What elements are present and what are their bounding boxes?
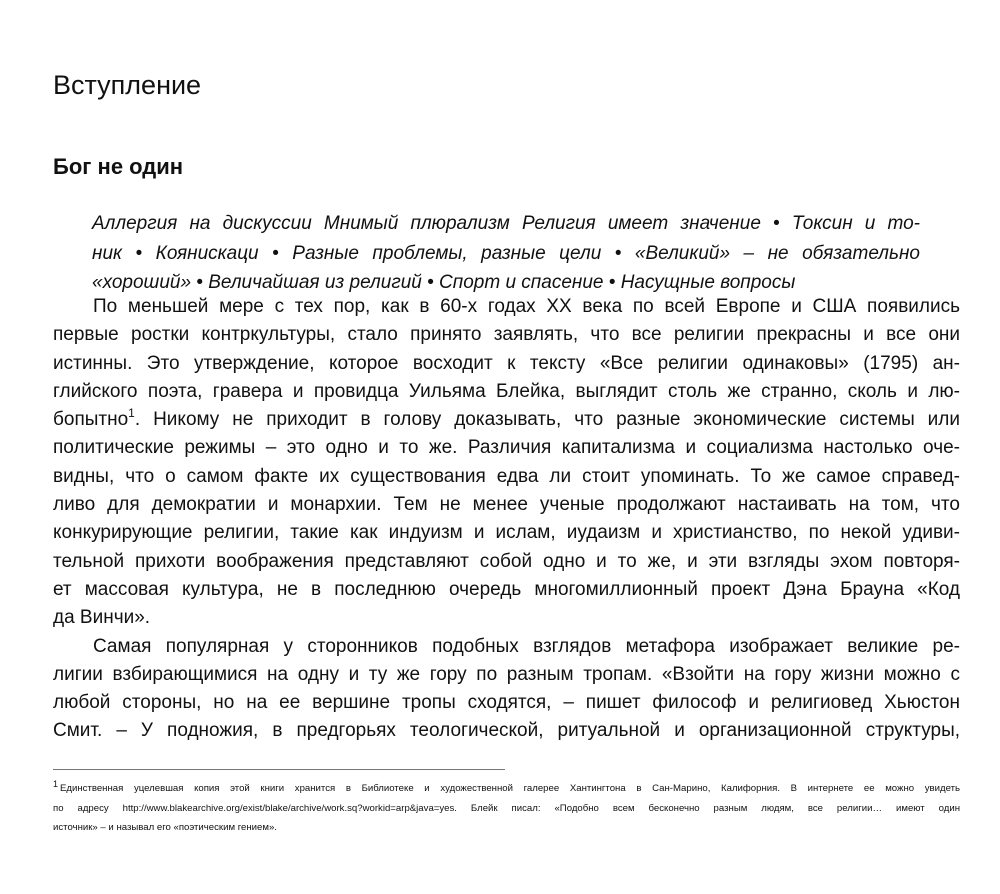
body-line	[53, 406, 960, 434]
body-line: Самая популярная у сторонников подобных взглядов метафора изображает великие ре-	[93, 635, 960, 657]
footnote-line: по адресу http://www.blakearchive.org/exist/blake/archive/work.sq?workid=arp&java=yes. Блейк писал: «Подобно всем бесконечно разным людям, все религии… имеют один	[53, 802, 960, 814]
epigraph-line: ник • Коянискаци • Разные проблемы, разные цели • «Великий» – не обязательно	[92, 242, 920, 264]
epigraph-line: Аллергия на дискуссии Мнимый плюрализм Религия имеет значение • Токсин и то-	[92, 213, 920, 234]
body-line: Смит. – У подножия, в предгорьях теологической, ритуальной и организационной структуры,	[53, 720, 960, 742]
body-text	[53, 293, 960, 746]
body-line: лигии взбирающимися на одну и ту же гору по разным тропам. «Взойти на гору жизни можно с	[53, 663, 960, 685]
epigraph-line: «хороший» • Величайшая из религий • Спорт и спасение • Насущные вопросы	[92, 272, 796, 293]
body-line: ливо для демократии и монархии. Тем не менее ученые продолжают настаивать на том, что	[53, 494, 960, 516]
body-line: ет массовая культура, не в последнюю очередь многомиллионный проект Дэна Брауна «Код	[53, 578, 960, 600]
body-line-rest: . Никому не приходит в голову доказывать, что разные экономические системы или	[134, 409, 960, 431]
body-line: политические режимы – это одно и то же. Различия капитализма и социализма настолько оче-	[53, 437, 960, 459]
body-line: глийского поэта, гравера и провидца Уильяма Блейка, выглядит столь же странно, сколь и лю-	[53, 380, 960, 402]
body-line: тельной прихоти воображения представляют собой одно и то же, и эти взгляды эхом повторя-	[53, 550, 960, 572]
chapter-title: Бог не один	[53, 154, 184, 179]
body-line: По меньшей мере с тех пор, как в 60-х годах XX века по всей Европе и США появились	[93, 296, 960, 317]
footnote-line: источник» – и называл его «поэтическим гением».	[53, 822, 277, 833]
footnote-divider	[53, 769, 505, 770]
footnote-line	[53, 779, 960, 799]
body-line: первые ростки контркультуры, стало принято заявлять, что все религии прекрасны и все они	[53, 324, 960, 346]
body-line: истинны. Это утверждение, которое восходит к тексту «Все религии одинаковы» (1795) ан-	[53, 352, 960, 374]
body-line: видны, что о самом факте их существования едва ли стоит упоминать. То же самое справед-	[53, 465, 960, 487]
footnote-line-text: Единственная уцелевшая копия этой книги хранится в Библиотеке и художественной галерее Хантингтона в Сан-Марино, Калифорния. В интернете ее можно увидеть	[60, 783, 960, 794]
footnote-mark: 1	[53, 779, 59, 789]
body-line: любой стороны, но на ее вершине тропы сходятся, – пишет философ и религиовед Хьюстон	[53, 692, 960, 714]
footnote	[53, 779, 960, 838]
body-line: да Винчи».	[53, 607, 151, 629]
body-line-start: бопытно	[53, 409, 129, 431]
epigraph	[92, 209, 920, 298]
body-line: конкурирующие религии, такие как индуизм и ислам, иудаизм и христианство, по некой удиви-	[53, 522, 960, 544]
section-heading: Вступление	[53, 70, 202, 100]
footnote-reference[interactable]: 1	[128, 406, 135, 421]
